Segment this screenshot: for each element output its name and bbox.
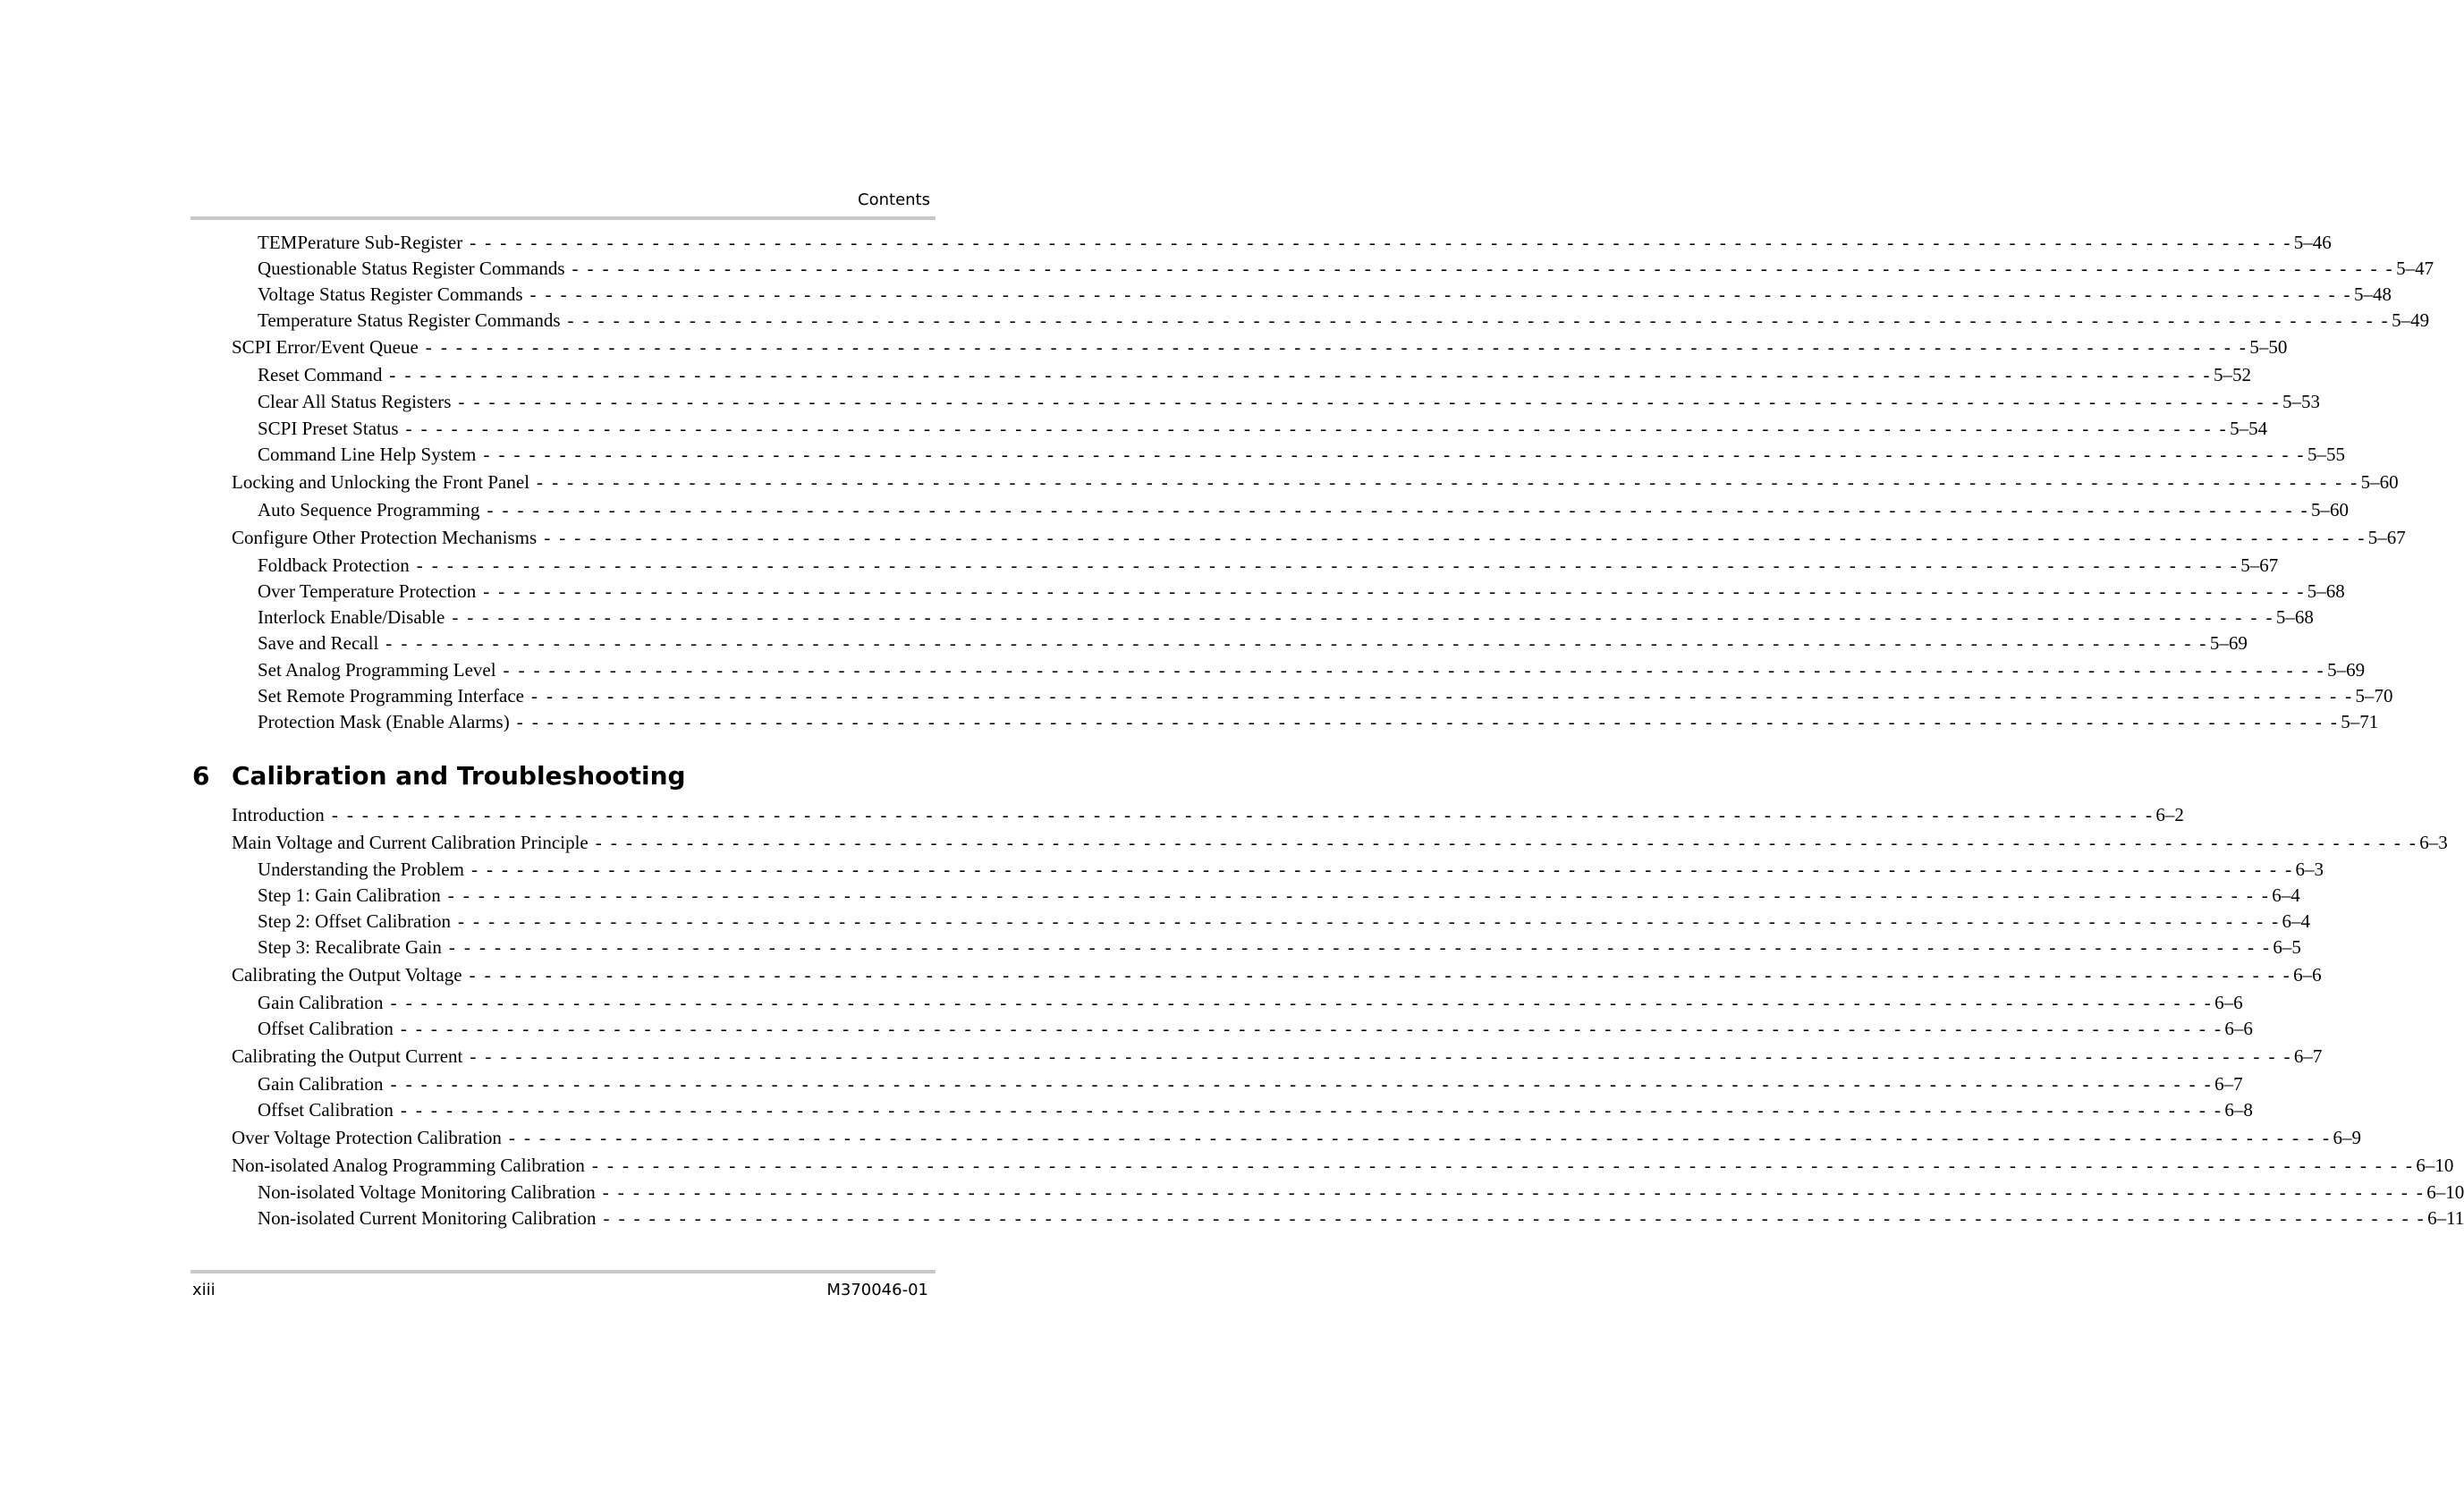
toc-entry[interactable] bbox=[232, 962, 2322, 987]
toc-entry-title: Calibrating the Output Current bbox=[232, 1045, 463, 1067]
toc-entry-title: Non-isolated Analog Programming Calibration bbox=[232, 1155, 585, 1176]
toc-dot-leader: - - - - - - - - - - - - - - - - - - - - - - - - - - - - - - - - - - - - - - - - - - - - - - - - - - - - - - - - - - - - - - - - - - - - - - - - - - - - - - - - - - - - - - - - - - - - - - - - - - - - - - - - - - - - - - - - - - - - - - - - bbox=[603, 1207, 2426, 1229]
toc-dot-leader: - - - - - - - - - - - - - - - - - - - - - - - - - - - - - - - - - - - - - - - - - - - - - - - - - - - - - - - - - - - - - - - - - - - - - - - - - - - - - - - - - - - - - - - - - - - - - - - - - - - - - - - - - - - - - - - - - - - - - - - - bbox=[567, 309, 2391, 331]
toc-entry[interactable] bbox=[258, 657, 2366, 682]
toc-dot-leader: - - - - - - - - - - - - - - - - - - - - - - - - - - - - - - - - - - - - - - - - - - - - - - - - - - - - - - - - - - - - - - - - - - - - - - - - - - - - - - - - - - - - - - - - - - - - - - - - - - - - - - - - - - - - - - - - - - - - - - - - bbox=[448, 936, 2272, 958]
toc-entry-page: 5–67 bbox=[2367, 527, 2406, 548]
toc-entry[interactable] bbox=[258, 630, 2248, 656]
toc-dot-leader: - - - - - - - - - - - - - - - - - - - - - - - - - - - - - - - - - - - - - - - - - - - - - - - - - - - - - - - - - - - - - - - - - - - - - - - - - - - - - - - - - - - - - - - - - - - - - - - - - - - - - - - - - - - - - - - - - - - - - - - - bbox=[516, 711, 2340, 732]
toc-entry[interactable] bbox=[258, 416, 2268, 441]
toc-entry-page: 6–10 bbox=[2426, 1181, 2464, 1203]
toc-entry-title: Questionable Status Register Commands bbox=[258, 258, 565, 279]
toc-entry-title: Understanding the Problem bbox=[258, 859, 464, 880]
toc-dot-leader: - - - - - - - - - - - - - - - - - - - - - - - - - - - - - - - - - - - - - - - - - - - - - - - - - - - - - - - - - - - - - - - - - - - - - - - - - - - - - - - - - - - - - - - - - - - - - - - - - - - - - - - - - - - - - - - - - - - - - - - - bbox=[452, 606, 2274, 628]
toc-dot-leader: - - - - - - - - - - - - - - - - - - - - - - - - - - - - - - - - - - - - - - - - - - - - - - - - - - - - - - - - - - - - - - - - - - - - - - - - - - - - - - - - - - - - - - - - - - - - - - - - - - - - - - - - - - - - - - - - - - - - - - - - bbox=[400, 1018, 2223, 1039]
toc-dot-leader: - - - - - - - - - - - - - - - - - - - - - - - - - - - - - - - - - - - - - - - - - - - - - - - - - - - - - - - - - - - - - - - - - - - - - - - - - - - - - - - - - - - - - - - - - - - - - - - - - - - - - - - - - - - - - - - - - - - - - - - - bbox=[531, 685, 2354, 706]
toc-entry[interactable] bbox=[232, 470, 2399, 495]
toc-entry-title: SCPI Preset Status bbox=[258, 418, 399, 439]
toc-dot-leader: - - - - - - - - - - - - - - - - - - - - - - - - - - - - - - - - - - - - - - - - - - - - - - - - - - - - - - - - - - - - - - - - - - - - - - - - - - - - - - - - - - - - - - - - - - - - - - - - - - - - - - - - - - - - - - - - - - - - - - - - bbox=[390, 1073, 2214, 1095]
toc-entry[interactable] bbox=[258, 579, 2345, 604]
toc-entry-page: 5–46 bbox=[2293, 232, 2332, 253]
toc-dot-leader: - - - - - - - - - - - - - - - - - - - - - - - - - - - - - - - - - - - - - - - - - - - - - - - - - - - - - - - - - - - - - - - - - - - - - - - - - - - - - - - - - - - - - - - - - - - - - - - - - - - - - - - - - - - - - - - - - - - - - - - - bbox=[425, 336, 2248, 358]
toc-entry-title: Clear All Status Registers bbox=[258, 391, 452, 412]
toc-entry[interactable] bbox=[258, 605, 2314, 630]
toc-entry[interactable] bbox=[258, 909, 2311, 934]
toc-entry[interactable] bbox=[258, 389, 2320, 414]
toc-entry-title: Temperature Status Register Commands bbox=[258, 309, 561, 331]
toc-entry[interactable] bbox=[232, 1125, 2361, 1150]
toc-dot-leader: - - - - - - - - - - - - - - - - - - - - - - - - - - - - - - - - - - - - - - - - - - - - - - - - - - - - - - - - - - - - - - - - - - - - - - - - - - - - - - - - - - - - - - - - - - - - - - - - - - - - - - - - - - - - - - - - - - - - - - - - bbox=[529, 283, 2353, 305]
toc-entry-page: 6–6 bbox=[2224, 1018, 2253, 1039]
toc-entry[interactable] bbox=[232, 1044, 2323, 1069]
toc-entry-title: Command Line Help System bbox=[258, 444, 477, 465]
toc-entry[interactable] bbox=[258, 442, 2345, 467]
toc-entry-page: 6–5 bbox=[2273, 936, 2301, 958]
toc-entry-title: Step 1: Gain Calibration bbox=[258, 884, 441, 906]
toc-entry-title: Auto Sequence Programming bbox=[258, 499, 480, 520]
toc-entry-title: TEMPerature Sub-Register bbox=[258, 232, 463, 253]
toc-entry-title: Main Voltage and Current Calibration Principle bbox=[232, 832, 588, 853]
toc-entry-title: Calibrating the Output Voltage bbox=[232, 964, 462, 986]
toc-dot-leader: - - - - - - - - - - - - - - - - - - - - - - - - - - - - - - - - - - - - - - - - - - - - - - - - - - - - - - - - - - - - - - - - - - - - - - - - - - - - - - - - - - - - - - - - - - - - - - - - - - - - - - - - - - - - - - - - - - - - - - - - bbox=[572, 258, 2395, 279]
toc-entry-page: 5–68 bbox=[2275, 606, 2314, 628]
footer-rule bbox=[191, 1270, 936, 1273]
toc-entry-page: 6–6 bbox=[2293, 964, 2322, 986]
toc-entry-page: 5–71 bbox=[2341, 711, 2379, 732]
toc-entry[interactable] bbox=[258, 282, 2392, 307]
toc-dot-leader: - - - - - - - - - - - - - - - - - - - - - - - - - - - - - - - - - - - - - - - - - - - - - - - - - - - - - - - - - - - - - - - - - - - - - - - - - - - - - - - - - - - - - - - - - - - - - - - - - - - - - - - - - - - - - - - - - - - - - - - - bbox=[470, 1045, 2292, 1067]
toc-dot-leader: - - - - - - - - - - - - - - - - - - - - - - - - - - - - - - - - - - - - - - - - - - - - - - - - - - - - - - - - - - - - - - - - - - - - - - - - - - - - - - - - - - - - - - - - - - - - - - - - - - - - - - - - - - - - - - - - - - - - - - - - bbox=[470, 859, 2294, 880]
toc-entry-title: SCPI Error/Event Queue bbox=[232, 336, 419, 358]
toc-dot-leader: - - - - - - - - - - - - - - - - - - - - - - - - - - - - - - - - - - - - - - - - - - - - - - - - - - - - - - - - - - - - - - - - - - - - - - - - - - - - - - - - - - - - - - - - - - - - - - - - - - - - - - - - - - - - - - - - - - - - - - - - bbox=[416, 554, 2240, 576]
toc-entry[interactable] bbox=[258, 553, 2279, 578]
toc-dot-leader: - - - - - - - - - - - - - - - - - - - - - - - - - - - - - - - - - - - - - - - - - - - - - - - - - - - - - - - - - - - - - - - - - - - - - - - - - - - - - - - - - - - - - - - - - - - - - - - - - - - - - - - - - - - - - - - - - - - - - - - - bbox=[503, 659, 2326, 681]
running-header: Contents bbox=[858, 190, 930, 209]
toc-entry[interactable] bbox=[232, 1153, 2454, 1178]
toc-dot-leader: - - - - - - - - - - - - - - - - - - - - - - - - - - - - - - - - - - - - - - - - - - - - - - - - - - - - - - - - - - - - - - - - - - - - - - - - - - - - - - - - - - - - - - - - - - - - - - - - - - - - - - - - - - - - - - - - - - - - - - - - bbox=[331, 804, 2155, 825]
chapter-heading bbox=[192, 758, 935, 794]
toc-entry-title: Non-isolated Voltage Monitoring Calibration bbox=[258, 1181, 596, 1203]
toc-entry-page: 6–3 bbox=[2419, 832, 2448, 853]
toc-entry-page: 6–11 bbox=[2427, 1207, 2464, 1229]
toc-entry[interactable] bbox=[232, 830, 2448, 855]
toc-entry[interactable] bbox=[258, 308, 2430, 333]
toc-entry[interactable] bbox=[232, 525, 2406, 550]
toc-dot-leader: - - - - - - - - - - - - - - - - - - - - - - - - - - - - - - - - - - - - - - - - - - - - - - - - - - - - - - - - - - - - - - - - - - - - - - - - - - - - - - - - - - - - - - - - - - - - - - - - - - - - - - - - - - - - - - - - - - - - - - - - bbox=[400, 1099, 2223, 1121]
toc-entry-page: 5–49 bbox=[2392, 309, 2430, 331]
toc-entry-page: 5–69 bbox=[2327, 659, 2366, 681]
toc-entry-page: 5–48 bbox=[2354, 283, 2392, 305]
toc-entry-title: Step 3: Recalibrate Gain bbox=[258, 936, 442, 958]
toc-entry-page: 6–10 bbox=[2416, 1155, 2454, 1176]
toc-dot-leader: - - - - - - - - - - - - - - - - - - - - - - - - - - - - - - - - - - - - - - - - - - - - - - - - - - - - - - - - - - - - - - - - - - - - - - - - - - - - - - - - - - - - - - - - - - - - - - - - - - - - - - - - - - - - - - - - - - - - - - - - bbox=[390, 992, 2214, 1013]
toc-entry-title: Configure Other Protection Mechanisms bbox=[232, 527, 538, 548]
document-number: M370046-01 bbox=[826, 1281, 928, 1299]
toc-entry-page: 5–50 bbox=[2249, 336, 2288, 358]
toc-entry-page: 6–7 bbox=[2293, 1045, 2323, 1067]
toc-entry-page: 6–4 bbox=[2282, 910, 2311, 932]
toc-entry-page: 6–3 bbox=[2295, 859, 2324, 880]
toc-entry[interactable] bbox=[258, 857, 2324, 882]
toc-entry-page: 6–8 bbox=[2224, 1099, 2253, 1121]
toc-entry-title: Over Temperature Protection bbox=[258, 580, 477, 602]
toc-entry[interactable] bbox=[258, 709, 2379, 734]
toc-dot-leader: - - - - - - - - - - - - - - - - - - - - - - - - - - - - - - - - - - - - - - - - - - - - - - - - - - - - - - - - - - - - - - - - - - - - - - - - - - - - - - - - - - - - - - - - - - - - - - - - - - - - - - - - - - - - - - - - - - - - - - - - bbox=[385, 632, 2208, 654]
toc-entry-title: Voltage Status Register Commands bbox=[258, 283, 523, 305]
toc-entry-page: 5–67 bbox=[2240, 554, 2279, 576]
toc-entry[interactable] bbox=[258, 1180, 2464, 1205]
toc-entry-page: 6–6 bbox=[2214, 992, 2243, 1013]
toc-entry-page: 5–68 bbox=[2307, 580, 2345, 602]
toc-dot-leader: - - - - - - - - - - - - - - - - - - - - - - - - - - - - - - - - - - - - - - - - - - - - - - - - - - - - - - - - - - - - - - - - - - - - - - - - - - - - - - - - - - - - - - - - - - - - - - - - - - - - - - - - - - - - - - - - - - - - - - - - bbox=[469, 964, 2292, 986]
toc-entry[interactable] bbox=[258, 1206, 2464, 1231]
toc-entry-page: 6–9 bbox=[2333, 1127, 2361, 1148]
toc-entry-page: 5–69 bbox=[2209, 632, 2248, 654]
toc-entry-title: Step 2: Offset Calibration bbox=[258, 910, 451, 932]
toc-entry-title: Non-isolated Current Monitoring Calibration bbox=[258, 1207, 597, 1229]
toc-entry-title: Offset Calibration bbox=[258, 1018, 394, 1039]
toc-entry[interactable] bbox=[258, 256, 2434, 281]
toc-entry-title: Gain Calibration bbox=[258, 992, 384, 1013]
toc-entry[interactable] bbox=[258, 1097, 2253, 1122]
toc-entry-page: 5–52 bbox=[2213, 364, 2251, 385]
toc-entry-title: Gain Calibration bbox=[258, 1073, 384, 1095]
toc-entry[interactable] bbox=[258, 683, 2393, 708]
toc-entry-page: 5–70 bbox=[2355, 685, 2393, 706]
toc-entry[interactable] bbox=[258, 883, 2300, 908]
toc-dot-leader: - - - - - - - - - - - - - - - - - - - - - - - - - - - - - - - - - - - - - - - - - - - - - - - - - - - - - - - - - - - - - - - - - - - - - - - - - - - - - - - - - - - - - - - - - - - - - - - - - - - - - - - - - - - - - - - - - - - - - - - - bbox=[544, 527, 2367, 548]
toc-dot-leader: - - - - - - - - - - - - - - - - - - - - - - - - - - - - - - - - - - - - - - - - - - - - - - - - - - - - - - - - - - - - - - - - - - - - - - - - - - - - - - - - - - - - - - - - - - - - - - - - - - - - - - - - - - - - - - - - - - - - - - - - bbox=[470, 232, 2292, 253]
toc-entry-title: Set Analog Programming Level bbox=[258, 659, 496, 681]
toc-entry-page: 5–60 bbox=[2360, 471, 2399, 493]
toc-entry-title: Locking and Unlocking the Front Panel bbox=[232, 471, 530, 493]
toc-entry-title: Reset Command bbox=[258, 364, 383, 385]
toc-dot-leader: - - - - - - - - - - - - - - - - - - - - - - - - - - - - - - - - - - - - - - - - - - - - - - - - - - - - - - - - - - - - - - - - - - - - - - - - - - - - - - - - - - - - - - - - - - - - - - - - - - - - - - - - - - - - - - - - - - - - - - - - bbox=[591, 1155, 2415, 1176]
toc-entry-title: Save and Recall bbox=[258, 632, 379, 654]
toc-entry-page: 5–55 bbox=[2307, 444, 2345, 465]
toc-entry[interactable] bbox=[232, 334, 2288, 360]
toc-entry[interactable] bbox=[258, 230, 2332, 255]
chapter-number: 6 bbox=[192, 761, 210, 791]
toc-entry[interactable] bbox=[258, 935, 2301, 960]
toc-dot-leader: - - - - - - - - - - - - - - - - - - - - - - - - - - - - - - - - - - - - - - - - - - - - - - - - - - - - - - - - - - - - - - - - - - - - - - - - - - - - - - - - - - - - - - - - - - - - - - - - - - - - - - - - - - - - - - - - - - - - - - - - bbox=[487, 499, 2309, 520]
toc-entry[interactable] bbox=[232, 802, 2184, 827]
toc-entry-page: 5–53 bbox=[2282, 391, 2320, 412]
toc-dot-leader: - - - - - - - - - - - - - - - - - - - - - - - - - - - - - - - - - - - - - - - - - - - - - - - - - - - - - - - - - - - - - - - - - - - - - - - - - - - - - - - - - - - - - - - - - - - - - - - - - - - - - - - - - - - - - - - - - - - - - - - - bbox=[508, 1127, 2332, 1148]
toc-entry-title: Foldback Protection bbox=[258, 554, 410, 576]
toc-entry-title: Protection Mask (Enable Alarms) bbox=[258, 711, 510, 732]
toc-entry-page: 6–4 bbox=[2272, 884, 2300, 906]
toc-entry[interactable] bbox=[258, 1071, 2243, 1096]
toc-entry-title: Introduction bbox=[232, 804, 325, 825]
toc-entry-page: 5–47 bbox=[2396, 258, 2434, 279]
toc-entry-title: Offset Calibration bbox=[258, 1099, 394, 1121]
toc-entry[interactable] bbox=[258, 362, 2251, 387]
toc-dot-leader: - - - - - - - - - - - - - - - - - - - - - - - - - - - - - - - - - - - - - - - - - - - - - - - - - - - - - - - - - - - - - - - - - - - - - - - - - - - - - - - - - - - - - - - - - - - - - - - - - - - - - - - - - - - - - - - - - - - - - - - - bbox=[405, 418, 2229, 439]
toc-dot-leader: - - - - - - - - - - - - - - - - - - - - - - - - - - - - - - - - - - - - - - - - - - - - - - - - - - - - - - - - - - - - - - - - - - - - - - - - - - - - - - - - - - - - - - - - - - - - - - - - - - - - - - - - - - - - - - - - - - - - - - - - bbox=[595, 832, 2418, 853]
toc-entry-page: 6–2 bbox=[2155, 804, 2184, 825]
page-number: xiii bbox=[192, 1281, 216, 1299]
toc-dot-leader: - - - - - - - - - - - - - - - - - - - - - - - - - - - - - - - - - - - - - - - - - - - - - - - - - - - - - - - - - - - - - - - - - - - - - - - - - - - - - - - - - - - - - - - - - - - - - - - - - - - - - - - - - - - - - - - - - - - - - - - - bbox=[458, 910, 2281, 932]
toc-entry-page: 5–54 bbox=[2230, 418, 2268, 439]
chapter-title: Calibration and Troubleshooting bbox=[232, 761, 686, 791]
toc-entry[interactable] bbox=[258, 497, 2349, 522]
toc-entry-title: Over Voltage Protection Calibration bbox=[232, 1127, 502, 1148]
toc-entry-page: 6–7 bbox=[2214, 1073, 2243, 1095]
toc-dot-leader: - - - - - - - - - - - - - - - - - - - - - - - - - - - - - - - - - - - - - - - - - - - - - - - - - - - - - - - - - - - - - - - - - - - - - - - - - - - - - - - - - - - - - - - - - - - - - - - - - - - - - - - - - - - - - - - - - - - - - - - - bbox=[483, 444, 2306, 465]
toc-entry[interactable] bbox=[258, 990, 2243, 1015]
toc-entry-title: Set Remote Programming Interface bbox=[258, 685, 524, 706]
toc-dot-leader: - - - - - - - - - - - - - - - - - - - - - - - - - - - - - - - - - - - - - - - - - - - - - - - - - - - - - - - - - - - - - - - - - - - - - - - - - - - - - - - - - - - - - - - - - - - - - - - - - - - - - - - - - - - - - - - - - - - - - - - - bbox=[483, 580, 2306, 602]
toc-dot-leader: - - - - - - - - - - - - - - - - - - - - - - - - - - - - - - - - - - - - - - - - - - - - - - - - - - - - - - - - - - - - - - - - - - - - - - - - - - - - - - - - - - - - - - - - - - - - - - - - - - - - - - - - - - - - - - - - - - - - - - - - bbox=[389, 364, 2212, 385]
toc-dot-leader: - - - - - - - - - - - - - - - - - - - - - - - - - - - - - - - - - - - - - - - - - - - - - - - - - - - - - - - - - - - - - - - - - - - - - - - - - - - - - - - - - - - - - - - - - - - - - - - - - - - - - - - - - - - - - - - - - - - - - - - - bbox=[447, 884, 2271, 906]
toc-entry[interactable] bbox=[258, 1016, 2253, 1041]
toc-dot-leader: - - - - - - - - - - - - - - - - - - - - - - - - - - - - - - - - - - - - - - - - - - - - - - - - - - - - - - - - - - - - - - - - - - - - - - - - - - - - - - - - - - - - - - - - - - - - - - - - - - - - - - - - - - - - - - - - - - - - - - - - bbox=[537, 471, 2359, 493]
toc-dot-leader: - - - - - - - - - - - - - - - - - - - - - - - - - - - - - - - - - - - - - - - - - - - - - - - - - - - - - - - - - - - - - - - - - - - - - - - - - - - - - - - - - - - - - - - - - - - - - - - - - - - - - - - - - - - - - - - - - - - - - - - - bbox=[602, 1181, 2426, 1203]
toc-entry-title: Interlock Enable/Disable bbox=[258, 606, 445, 628]
toc-entry-page: 5–60 bbox=[2310, 499, 2349, 520]
toc-dot-leader: - - - - - - - - - - - - - - - - - - - - - - - - - - - - - - - - - - - - - - - - - - - - - - - - - - - - - - - - - - - - - - - - - - - - - - - - - - - - - - - - - - - - - - - - - - - - - - - - - - - - - - - - - - - - - - - - - - - - - - - - bbox=[458, 391, 2281, 412]
